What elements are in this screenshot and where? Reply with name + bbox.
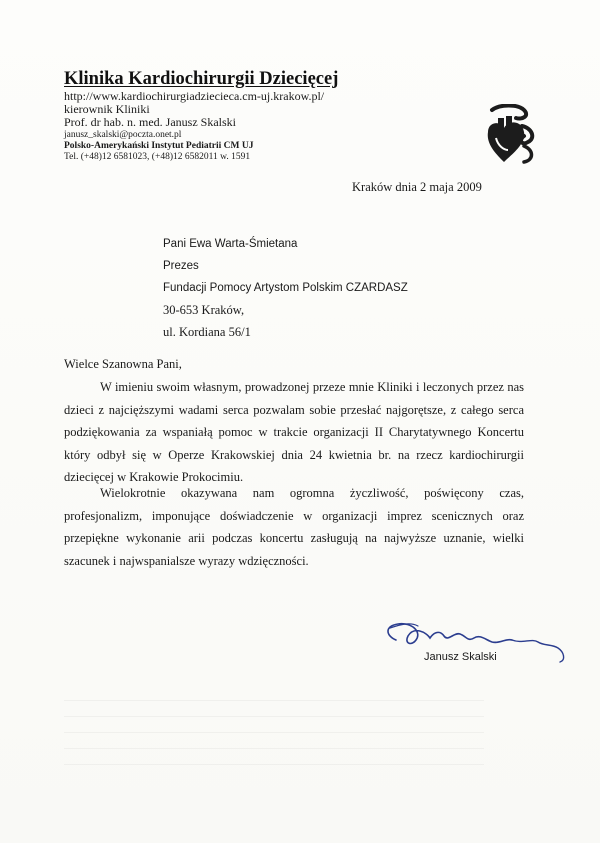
clinic-url: http://www.kardiochirurgiadziecieca.cm-uj.krakow.pl/ [64,89,325,103]
body-paragraph-2: Wielokrotnie okazywana nam ogromna życzliwość, poświęcony czas, profesjonalizm, imponujące doświadczenie w organizacji imprez scenicznych oraz przepiękne wykonanie arii podczas koncertu zasługują na najwyższe uznanie, wielki szacunek i najwspanialsze wyrazy wdzięczności. [64,486,524,568]
head-email: janusz_skalski@poczta.onet.pl [64,129,182,140]
clinic-name: Klinika Kardiochirurgii Dziecięcej [64,69,339,89]
body-paragraph-1: W imieniu swoim własnym, prowadzonej przeze mnie Kliniki i leczonych przez nas dzieci z najcięższymi wadami serca pozwalam sobie przesłać najgorętsze, z całego serca podziękowania za wspaniałą pomoc w trakcie organizacji II Charytatywnego Koncertu który odbył się w Operze Krakowskiej dnia 24 kwietnia br. na rzecz kardiochirurgii dziecięcej w Krakowie Prokocimiu. [64,380,524,484]
heart-caduceus-logo-icon [478,104,540,166]
recipient-postal-city: 30-653 Kraków, [163,303,245,317]
recipient-title: Prezes [163,260,199,272]
recipient-block [163,233,408,343]
salutation: Wielce Szanowna Pani, [64,357,182,371]
head-role: kierownik Kliniki [64,102,150,116]
letterhead [64,69,484,163]
recipient-street: ul. Kordiana 56/1 [163,325,251,339]
institute-name: Polsko-Amerykański Instytut Pediatrii CM UJ [64,140,254,151]
handwritten-signature-icon [382,618,572,678]
letter-date: Kraków dnia 2 maja 2009 [352,180,482,194]
recipient-organization: Fundacji Pomocy Artystom Polskim CZARDASZ [163,282,408,294]
phone-numbers: Tel. (+48)12 6581023, (+48)12 6582011 w. 1591 [64,151,251,162]
recipient-name: Pani Ewa Warta-Śmietana [163,238,298,250]
signer-name: Janusz Skalski [424,651,497,663]
faint-bleed-through [64,700,484,780]
head-name: Prof. dr hab. n. med. Janusz Skalski [64,115,236,129]
